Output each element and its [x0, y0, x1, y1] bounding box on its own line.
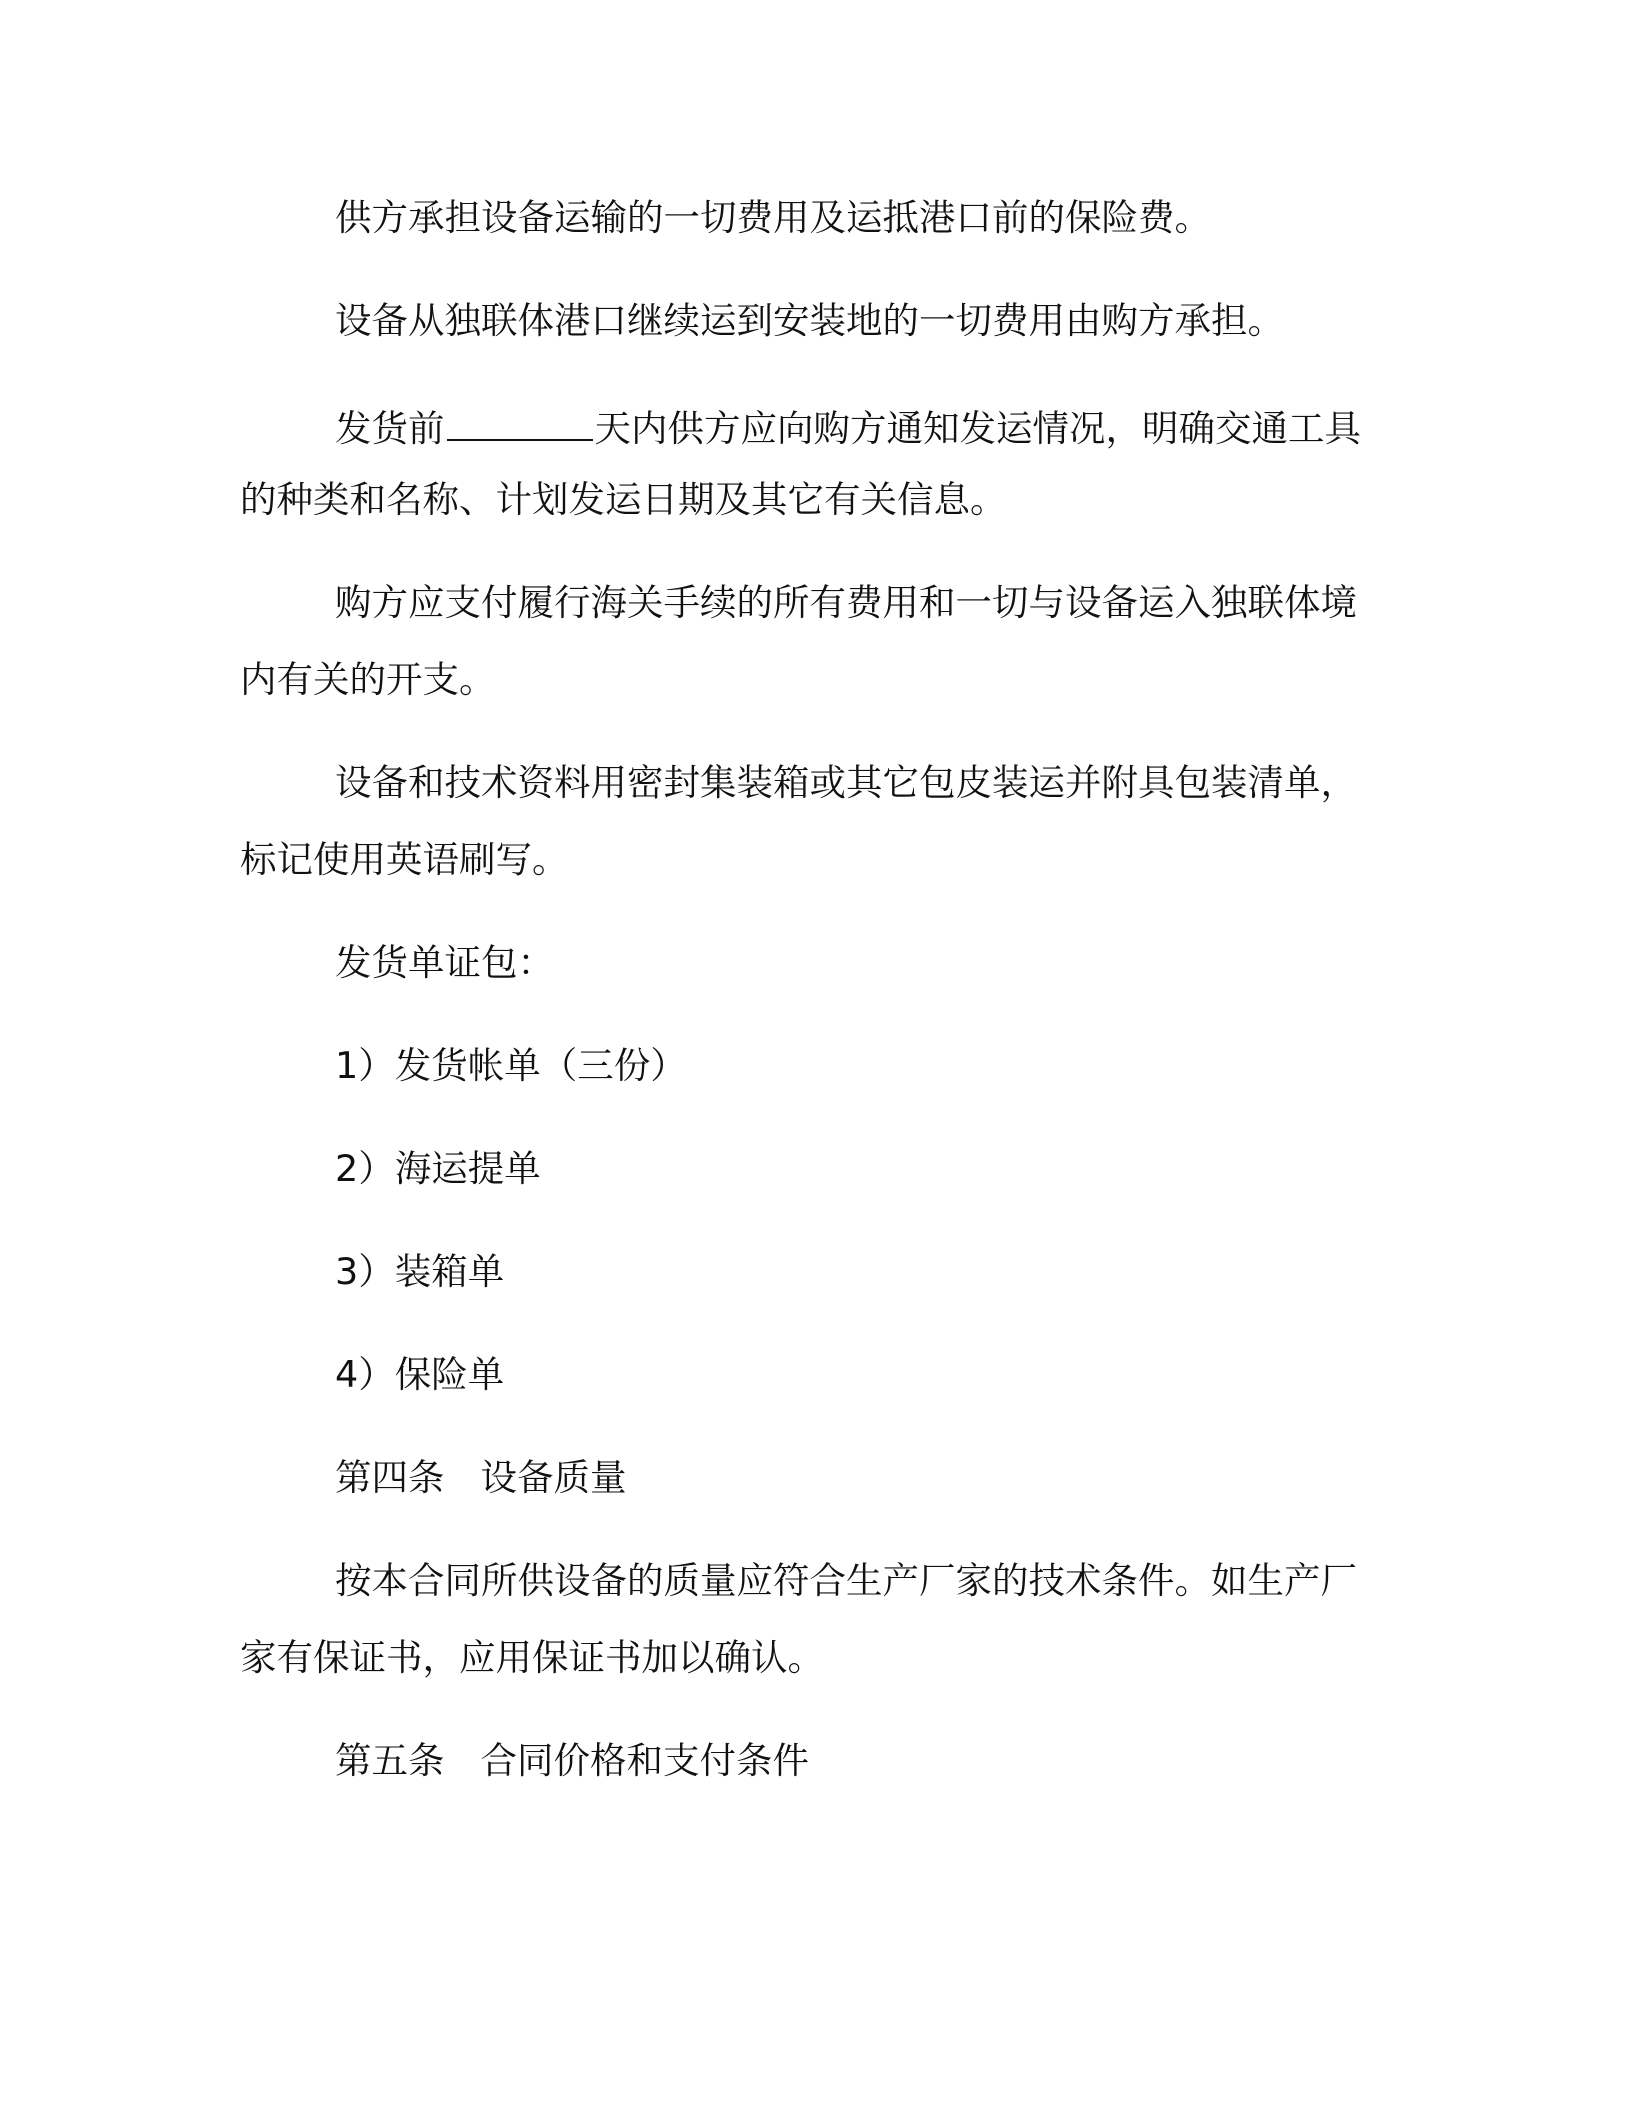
article-5-number: 第五条 [335, 1739, 445, 1782]
paragraph-transport-costs: 供方承担设备运输的一切费用及运抵港口前的保险费。 [335, 196, 1211, 239]
article-4-title: 设备质量 [480, 1456, 627, 1499]
paragraph-shipping-notice-cont: 的种类和名称、计划发运日期及其它有关信息。 [240, 478, 1007, 521]
shipping-notice-suffix: 天内供方应向购方通知发运情况，明确交通工具 [594, 407, 1361, 450]
days-blank-field [447, 405, 593, 441]
paragraph-customs-fees: 购方应支付履行海关手续的所有费用和一切与设备运入独联体境 [335, 581, 1357, 624]
list-item: 3）装箱单 [335, 1250, 505, 1293]
list-item: 1）发货帐单（三份） [335, 1044, 687, 1087]
shipping-notice-prefix: 发货前 [335, 407, 445, 450]
paragraph-packing: 设备和技术资料用密封集装箱或其它包皮装运并附具包装清单， [335, 761, 1357, 804]
list-item: 2）海运提单 [335, 1147, 541, 1190]
paragraph-shipping-notice [335, 405, 1361, 448]
article-5-title: 合同价格和支付条件 [480, 1739, 809, 1782]
article-5-heading [335, 1739, 809, 1782]
article-4-heading [335, 1456, 627, 1499]
paragraph-quality: 按本合同所供设备的质量应符合生产厂家的技术条件。如生产厂 [335, 1559, 1357, 1602]
article-4-number: 第四条 [335, 1456, 445, 1499]
paragraph-shipping-documents: 发货单证包： [335, 941, 554, 984]
paragraph-quality-cont: 家有保证书，应用保证书加以确认。 [240, 1636, 824, 1679]
paragraph-customs-fees-cont: 内有关的开支。 [240, 658, 496, 701]
paragraph-onward-costs: 设备从独联体港口继续运到安装地的一切费用由购方承担。 [335, 299, 1284, 342]
list-item: 4）保险单 [335, 1353, 505, 1396]
paragraph-packing-cont: 标记使用英语刷写。 [240, 838, 569, 881]
